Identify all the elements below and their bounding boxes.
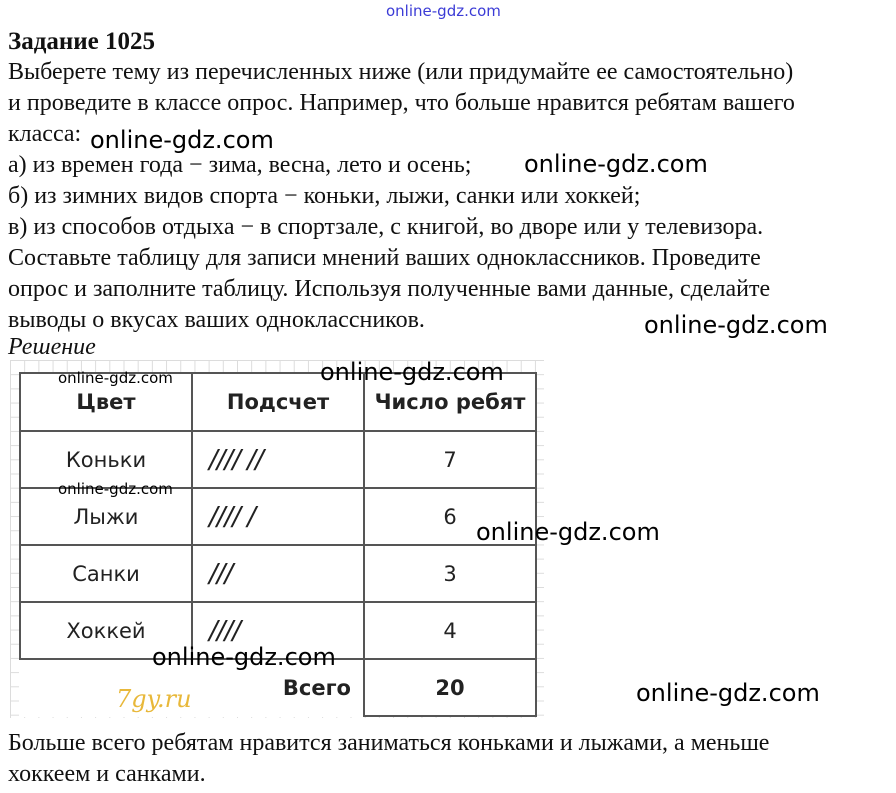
table-row (20, 545, 536, 602)
task-line-2: и проведите в классе опрос. Например, что больше нравится ребятам вашего (8, 90, 795, 116)
task-line-4: а) из времен года − зима, весна, лето и осень; (8, 152, 472, 178)
watermark: online-gdz.com (58, 369, 173, 387)
watermark: online-gdz.com (524, 150, 708, 178)
row-count: 4 (364, 602, 536, 659)
row-tally: //// (192, 602, 364, 659)
site-logo: 7gy.ru (116, 685, 192, 713)
row-count: 6 (364, 488, 536, 545)
total-value: 20 (364, 659, 536, 716)
row-tally: /// (192, 545, 364, 602)
task-line-8: опрос и заполните таблицу. Используя полученные вами данные, сделайте (8, 276, 771, 302)
task-line-3: класса: (8, 121, 82, 147)
row-count: 3 (364, 545, 536, 602)
row-name: Коньки (20, 431, 192, 488)
row-tally: //// // (192, 431, 364, 488)
header-number: Число ребят (364, 373, 536, 431)
task-line-7: Составьте таблицу для записи мнений ваших одноклассников. Проведите (8, 245, 761, 271)
row-name: Лыжи (20, 488, 192, 545)
total-label: Всего (282, 676, 351, 700)
row-tally: //// / (192, 488, 364, 545)
task-line-9: выводы о вкусах ваших одноклассников. (8, 307, 425, 333)
solution-label: Решение (8, 334, 96, 360)
task-line-5: б) из зимних видов спорта − коньки, лыжи, санки или хоккей; (8, 183, 641, 209)
conclusion-line-2: хоккеем и санками. (8, 761, 206, 787)
row-name: Хоккей (20, 602, 192, 659)
watermark: online-gdz.com (476, 518, 660, 546)
watermark: online-gdz.com (644, 311, 828, 339)
watermark: online-gdz.com (636, 679, 820, 707)
header-count: Подсчет (192, 373, 364, 431)
watermark: online-gdz.com (90, 126, 274, 154)
task-line-6: в) из способов отдыха − в спортзале, с книгой, во дворе или у телевизора. (8, 214, 764, 240)
task-line-1: Выберете тему из перечисленных ниже (или придумайте ее самостоятельно) (8, 59, 794, 85)
watermark: online-gdz.com (58, 480, 173, 498)
watermark: online-gdz.com (320, 358, 504, 386)
watermark-top: online-gdz.com (386, 2, 501, 20)
row-count: 7 (364, 431, 536, 488)
watermark: online-gdz.com (152, 643, 336, 671)
conclusion-line-1: Больше всего ребятам нравится заниматься коньками и лыжами, а меньше (8, 730, 770, 756)
row-name: Санки (20, 545, 192, 602)
header-color: Цвет (20, 373, 192, 431)
task-title: Задание 1025 (8, 28, 155, 55)
